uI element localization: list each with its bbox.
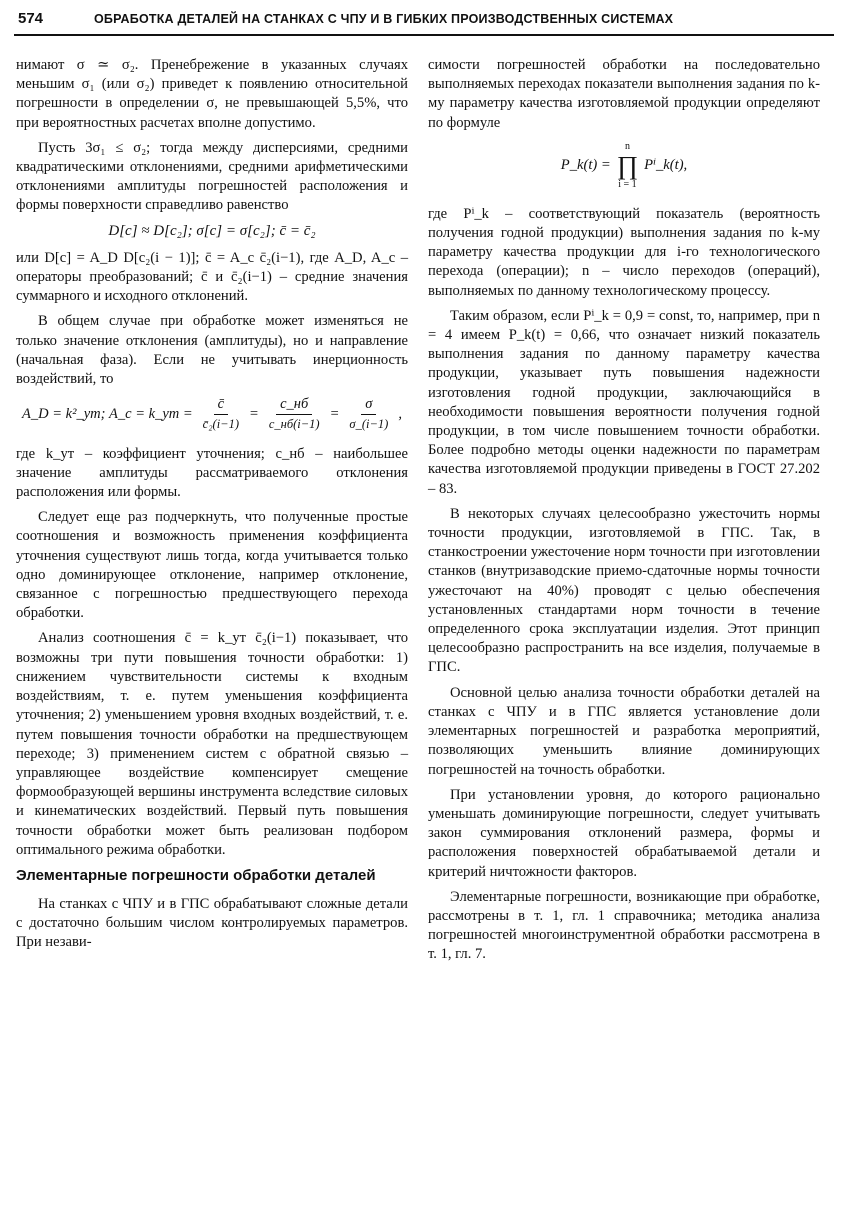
equation-lhs: A_D = k²_ут; A_c = k_ут = <box>22 406 193 423</box>
fraction-denominator: c_нб(i−1) <box>268 417 320 432</box>
page-number: 574 <box>18 10 44 27</box>
paragraph: где Pⁱ_k – соответствующий показатель (вероятность получения годной продукции) выполнения задания по k-му параметру качества продукции для i-го технологического перехода (операции); n – число переходов (операций), выполняемых по данному технологическому процессу. <box>428 205 820 299</box>
running-head-title: ОБРАБОТКА ДЕТАЛЕЙ НА СТАНКАХ С ЧПУ И В ГИБКИХ ПРОИЗВОДСТВЕННЫХ СИСТЕМАХ <box>94 12 674 26</box>
comma: , <box>398 406 402 423</box>
equation-product <box>428 141 820 191</box>
equation-fraction <box>16 395 408 434</box>
paragraph: Анализ соотношения c̄ = k_ут c̄₂(i−1) показывает, что возможны три пути повышения точности обработки: 1) снижением чувствительности системы к входным воздействиям, т. е. путем уменьшения коэффициента уточнения; 2) уменьшением уровня входных воздействий, т. е. путем повышения точности обработки на предшествующем переходе; 3) применением систем с обратной связью – управляющее воздействие компенсирует смещение формообразующей вершины инструмента вследствие силовых и кинематических воздействий. Первый путь повышения точности обработки может быть реализован подбором оптимального режима обработки. <box>16 630 408 858</box>
left-column <box>16 56 408 959</box>
paragraph: В некоторых случаях целесообразно ужесточить нормы точности продукции, изготовляемой в ГПС. Так, в станкостроении ужесточение норм точности при изготовлении станков (внутризаводские приемо-сдаточные нормы точности ужесточают на 40%) проводят с целью обеспечения установленных стандартами норм точности в течение определенного срока эксплуатации изделия. Этот принцип целесообразно распространить на все изделия, получаемые в ГПС. <box>428 505 820 676</box>
fraction-denominator: c̄₂(i−1) <box>202 417 240 432</box>
equals-sign: = <box>249 406 259 423</box>
running-header <box>14 8 834 36</box>
fraction <box>265 395 324 434</box>
paragraph: или D[c] = A_D D[c₂(i − 1)]; c̄ = A_c c̄₂(i−1), где A_D, A_c – операторы преобразований; c̄ и c̄₂(i−1) – средние значения суммарного и исходного отклонений. <box>16 249 408 305</box>
equals-sign: = <box>329 406 340 423</box>
equation-rhs: Pⁱ_k(t), <box>644 157 688 174</box>
paragraph: симости погрешностей обработки на последовательно выполняемых переходах показатели выполнения задания по k-му параметру качества изготовляемой продукции определяют по формуле <box>428 57 820 131</box>
paragraph: В общем случае при обработке может изменяться не только значение отклонения (амплитуды), но и направление (начальная фаза). Если не учитывать инерционность воздействий, то <box>16 313 408 388</box>
equation: D[c] ≈ D[c₂]; σ[c] = σ[c₂]; c̄ = c̄₂ <box>108 222 316 239</box>
fraction-numerator: σ <box>361 395 376 415</box>
product-sign: ∏ <box>616 150 639 180</box>
paragraph: Таким образом, если Pⁱ_k = 0,9 = const, то, например, при n = 4 имеем P_k(t) = 0,66, что означает низкий показатель выполнения задания по данному параметру качества продукции, указывает путь повышения надежности изготовления годной продукции, заключающийся в необходимости повышения вероятности получения годной продукции, в том числе повышением точности обработки. Более подробно методы оценки надежности по параметрам качества изготовляемой продукции приведены в ГОСТ 27.202 – 83. <box>428 307 820 497</box>
fraction-numerator: c_нб <box>276 395 312 415</box>
fraction-numerator: c̄ <box>214 395 228 415</box>
section-heading: Элементарные погрешности обработки деталей <box>16 866 376 884</box>
product-lower-limit: i = 1 <box>618 178 637 190</box>
paragraph: При установлении уровня, до которого рационально уменьшать доминирующие погрешности, следует учитывать закон суммирования отклонений размера, формы и расположения поверхностей обрабатываемой детали и критерий ничтожности факторов. <box>428 786 820 880</box>
product-symbol <box>617 141 638 191</box>
paragraph: Элементарные погрешности, возникающие при обработке, рассмотрены в т. 1, гл. 1 справочника; методика анализа погрешностей многоинструментной обработки рассмотрена в т. 1, гл. 7. <box>428 888 820 963</box>
paragraph: Пусть 3σ₁ ≤ σ₂; тогда между дисперсиями, средними квадратическими отклонениями, средними арифметическими отклонениями амплитуды погрешностей расположения и формы поверхности справедливо равенство <box>16 139 408 214</box>
fraction <box>199 395 243 434</box>
paragraph: где k_ут – коэффициент уточнения; c_нб – наибольшее значение амплитуды рассматриваемого отклонения расположения или формы. <box>16 445 408 501</box>
product-upper-limit: n <box>624 140 630 152</box>
paragraph: Следует еще раз подчеркнуть, что полученные простые соотношения и возможность применения коэффициента уточнения существуют лишь тогда, когда учитывается только одно доминирующее отклонение, например отклонение, связанное с погрешностью предшествующего перехода обработки. <box>16 509 408 622</box>
paragraph: нимают σ ≃ σ₂. Пренебрежение в указанных случаях меньшим σ₁ (или σ₂) приведет к появлению относительной погрешности в определении σ, не превышающей 5,5%, что при вероятностных расчетах вполне допустимо. <box>16 57 408 131</box>
fraction <box>345 395 392 434</box>
fraction-denominator: σ_(i−1) <box>349 417 389 432</box>
equation-lhs: P_k(t) = <box>560 157 611 174</box>
right-column <box>428 56 820 971</box>
paragraph: Основной целью анализа точности обработки деталей на станках с ЧПУ и в ГПС является установление доли элементарных погрешностей и разработка мероприятий, позволяющих уменьшить влияние доминирующих погрешностей на точность обработки. <box>428 684 820 778</box>
paragraph: На станках с ЧПУ и в ГПС обрабатывают сложные детали с достаточно большим числом контролируемых параметров. При незави- <box>16 895 408 951</box>
